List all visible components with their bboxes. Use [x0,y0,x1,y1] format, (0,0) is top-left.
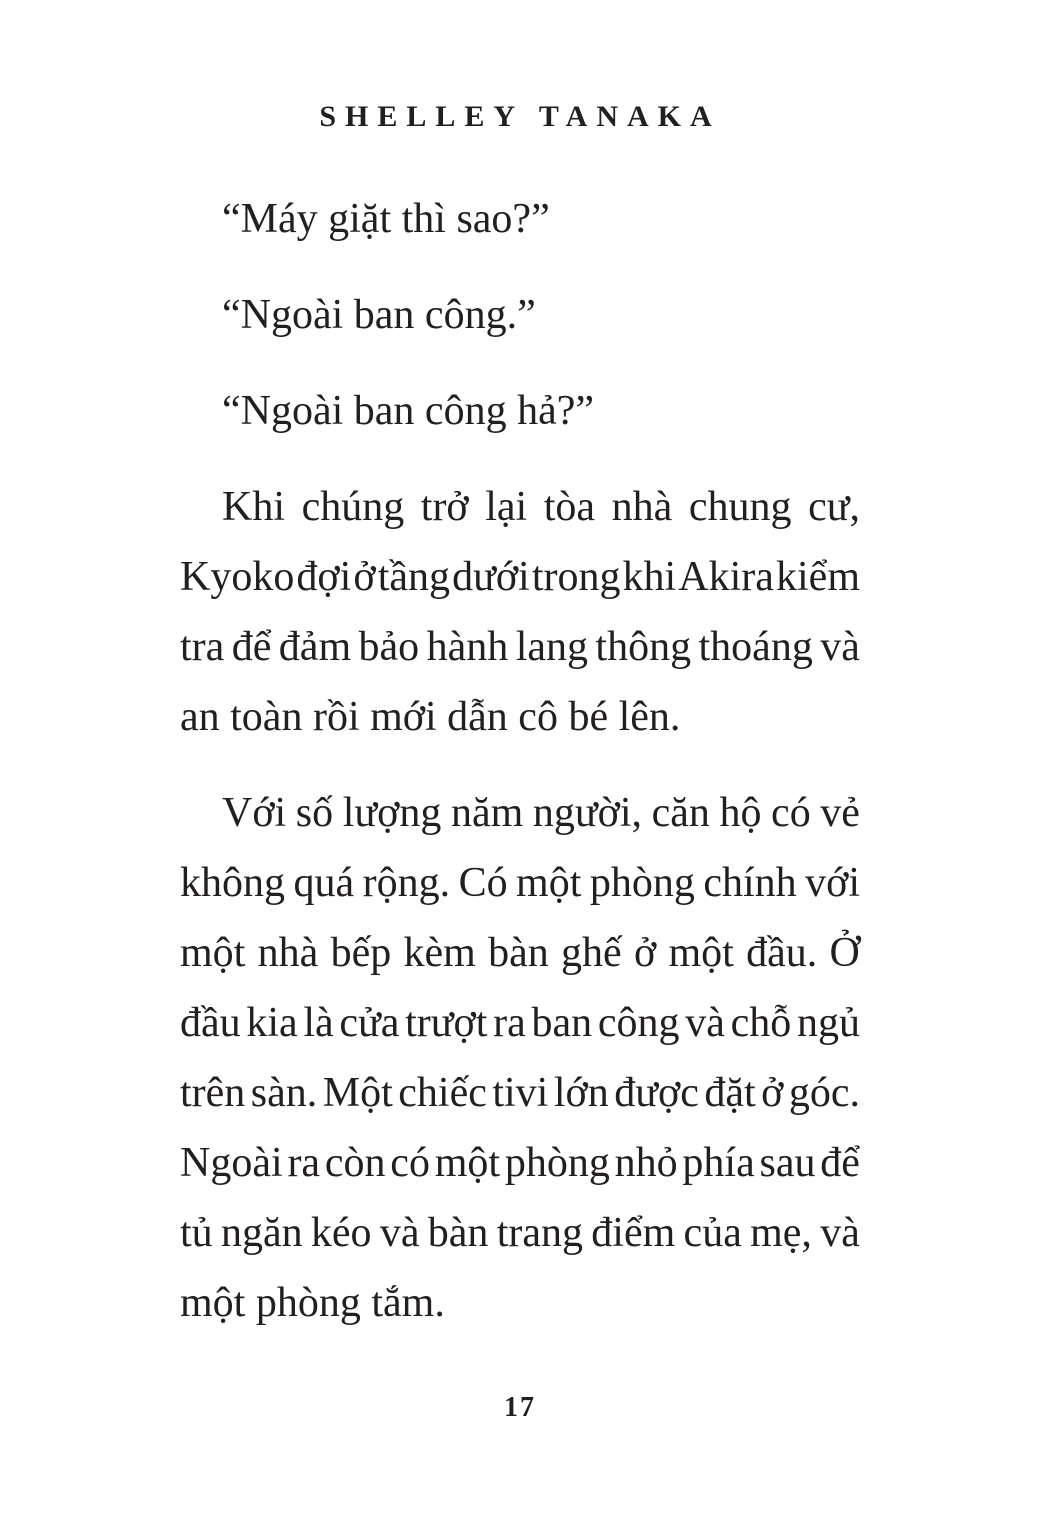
word: hộ [719,790,762,836]
word: là [303,1000,334,1046]
word: trượt [405,1000,488,1046]
word: cư, [808,484,860,530]
word: nhà [611,484,673,530]
word: góc. [788,1070,860,1116]
word: chỗ [730,1000,792,1046]
word: công [597,1000,680,1046]
word: kèm [403,930,476,976]
word: phòng [504,1140,610,1186]
word: ngủ [796,1000,860,1046]
text-line [180,1198,860,1268]
word: một [434,1140,501,1186]
word: cửa [339,1000,400,1046]
text-line [180,542,860,612]
word: lượng [342,790,442,836]
word: sau [759,1140,816,1186]
text-line [180,848,860,918]
word: ra [493,1000,526,1046]
text-line [180,1128,860,1198]
word: đầu. [746,930,818,976]
word: tra [180,624,225,670]
word: kéo [310,1210,372,1256]
word: điểm [591,1210,676,1256]
word: được [614,1070,699,1116]
word: một [516,860,582,906]
word: và [820,1210,860,1256]
word: Một [322,1070,393,1116]
word: thoáng [698,624,813,670]
word: ở [353,554,376,600]
word: ở [761,1070,784,1116]
word: còn [324,1140,386,1186]
word: đầu [180,1000,241,1046]
word: phòng [589,860,695,906]
text-line [180,612,860,682]
word: Ở [829,930,860,976]
word: có [390,1140,430,1186]
word: của [683,1210,742,1256]
word: vẻ [820,790,860,836]
word: trở [420,484,469,530]
page-number: 17 [504,1392,536,1423]
word: đợi [296,554,352,600]
word: nhà [257,930,319,976]
word: bàn [488,930,549,976]
text-block [180,184,860,1338]
word: ghế [561,930,622,976]
word: và [379,1210,420,1256]
word: ngăn [220,1210,303,1256]
word: và [685,1000,725,1046]
text-line [180,988,860,1058]
word: để [231,624,272,670]
word: kia [246,1000,298,1046]
word: chiếc [398,1070,487,1116]
word: chính [703,860,797,906]
word: lớn [553,1070,609,1116]
word: nhỏ [614,1140,678,1186]
word: người, [532,790,643,836]
word: bảo [358,624,420,670]
word: thông [595,624,692,670]
word: căn [651,790,710,836]
word: đặt [704,1070,756,1116]
word: với [805,860,860,906]
text-line [180,1058,860,1128]
word: lang [515,624,588,670]
word: Akira [678,554,774,600]
word: đảm [278,624,352,670]
word: có [771,790,811,836]
word: tủ [180,1210,213,1256]
word: tầng [377,554,450,600]
word: tivi [492,1070,549,1116]
word: lại [485,484,528,530]
word: bếp [330,930,392,976]
word: ban [531,1000,593,1046]
word: năm [450,790,524,836]
text-line: an toàn rồi mới dẫn cô bé lên. [180,694,681,740]
word: phía [682,1140,755,1186]
word: để [820,1140,860,1186]
text-line: “Máy giặt thì sao?” [222,196,550,242]
word: số [295,790,334,836]
page-header-author: SHELLEY TANAKA [319,100,721,133]
word: kiểm [776,554,860,600]
word: bàn [427,1210,489,1256]
word: trang [496,1210,583,1256]
word: Có [458,860,508,906]
text-line: một phòng tắm. [180,1280,445,1326]
text-line: “Ngoài ban công hả?” [222,388,594,434]
word: chung [688,484,792,530]
word: ra [287,1140,321,1186]
word: quá [293,860,355,906]
word: Với [222,790,287,836]
word: Kyoko [180,554,295,600]
text-line [180,778,860,848]
word: sàn. [250,1070,318,1116]
word: mẹ, [750,1210,812,1256]
text-line: “Ngoài ban công.” [222,292,536,338]
word: rộng. [362,860,451,906]
text-line [180,472,860,542]
word: trong [531,554,621,600]
word: khi [622,554,677,600]
word: Ngoài [180,1140,283,1186]
word: không [180,860,285,906]
word: chúng [301,484,405,530]
word: Khi [222,484,285,530]
word: ở [633,930,657,976]
word: một [180,930,246,976]
text-line [180,918,860,988]
word: một [668,930,734,976]
word: trên [180,1070,246,1116]
word: hành [426,624,509,670]
word: và [820,624,860,670]
word: dưới [452,554,530,600]
word: tòa [543,484,596,530]
